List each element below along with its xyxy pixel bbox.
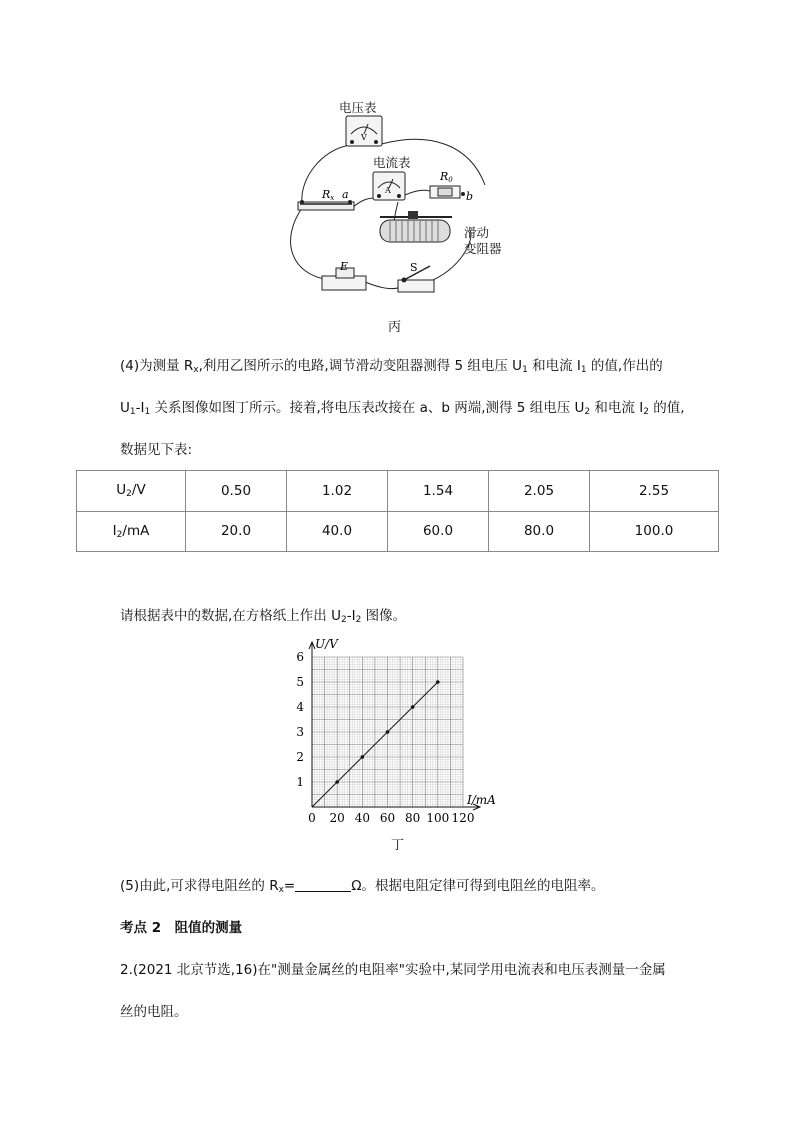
table-row (77, 471, 719, 512)
y-tick-label: 6 (296, 650, 304, 664)
y-tick-label: 1 (296, 775, 304, 789)
table-row (77, 511, 719, 552)
figure-caption-ding: 丁 (391, 838, 405, 853)
table-cell: 60.0 (388, 511, 489, 552)
table-cell: 0.50 (186, 471, 287, 512)
label-s: S (410, 261, 418, 274)
data-point (436, 680, 440, 684)
x-tick-label: 20 (329, 811, 345, 825)
table-cell: 80.0 (489, 511, 590, 552)
question4-line3: 数据见下表: (120, 442, 193, 458)
x-tick-label: 0 (308, 811, 316, 825)
x-tick-label: 100 (426, 811, 450, 825)
data-point (411, 705, 415, 709)
y-axis-label: U/V (315, 637, 338, 651)
y-tick-label: 3 (296, 725, 304, 739)
x-tick-label: 80 (405, 811, 421, 825)
answer-blank[interactable] (295, 877, 351, 892)
x-axis-label: I/mA (467, 793, 496, 807)
data-point (335, 780, 339, 784)
x-tick-label: 120 (451, 811, 475, 825)
circuit-apparatus-figure (280, 90, 520, 305)
ammeter-label: 电流表 (373, 155, 411, 170)
y-tick-label: 2 (296, 750, 304, 764)
rheostat-label-line1: 滑动 (464, 225, 490, 240)
x-tick-label: 40 (354, 811, 370, 825)
row-header-u2: $U_2/V$ (77, 471, 186, 512)
tick-labels (296, 650, 474, 825)
rheostat-label-line2: 变阻器 (464, 241, 502, 256)
question5-text: (5)由此,可求得电阻丝的 $R_x= \Omega$。根据电阻定律可得到电阻丝的电阻率。 (120, 878, 605, 895)
question2-line2: 丝的电阻。 (120, 1004, 188, 1020)
section-heading: 考点 2 阻值的测量 (120, 920, 243, 936)
x-tick-label: 60 (379, 811, 396, 825)
question4-line2: $U_1-I_1$ 关系图像如图丁所示。接着,将电压表改接在 a、b 两端,测得 5 组电压 $U_2$ 和电流 $I_2$ 的值, (120, 400, 685, 417)
table-cell: 40.0 (287, 511, 388, 552)
label-b: b (466, 190, 474, 203)
voltmeter-letter: V (361, 133, 367, 142)
u-i-graph (285, 632, 496, 832)
table-cell: 20.0 (186, 511, 287, 552)
plot-area (312, 680, 440, 807)
voltmeter-label: 电压表 (339, 100, 377, 115)
table-cell: 1.54 (388, 471, 489, 512)
data-point (386, 730, 390, 734)
instruction-text: 请根据表中的数据,在方格纸上作出 $U_2-I_2$ 图像。 (120, 608, 407, 625)
label-rx: Rx (322, 188, 335, 202)
question4-line1: (4)为测量 $R_x$,利用乙图所示的电路,调节滑动变阻器测得 5 组电压 $U_1$ 和电流 $I_1$ 的值,作出的 (120, 358, 663, 375)
rheostat-icon (380, 211, 452, 242)
ammeter-letter: A (385, 186, 391, 195)
question2-line1: 2.(2021 北京节选,16)在"测量金属丝的电阻率"实验中,某同学用电流表和电压表测量一金属 (120, 962, 666, 978)
row-header-i2: $I_2/mA$ (77, 511, 186, 552)
table-cell: 1.02 (287, 471, 388, 512)
label-e: E (340, 260, 349, 273)
table-cell: 100.0 (590, 511, 719, 552)
data-table (76, 470, 719, 552)
label-r0: R0 (440, 170, 453, 184)
label-a: a (342, 188, 349, 201)
r0-resistor-icon (430, 186, 465, 198)
y-tick-label: 5 (296, 675, 304, 689)
table-cell: 2.05 (489, 471, 590, 512)
data-point (361, 755, 365, 759)
y-tick-label: 4 (296, 700, 304, 714)
table-cell: 2.55 (590, 471, 719, 512)
wire (291, 208, 330, 280)
resistance-wire-board (298, 200, 354, 210)
figure-caption-bing: 丙 (388, 320, 402, 335)
